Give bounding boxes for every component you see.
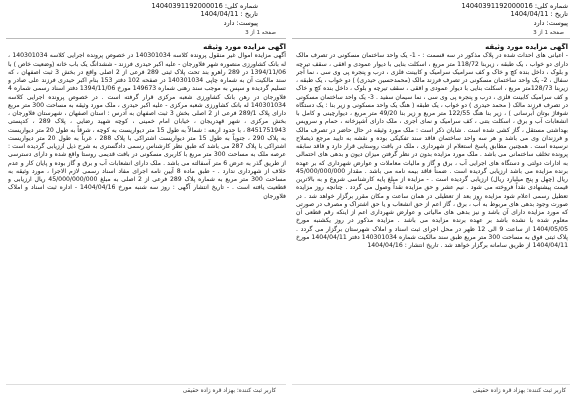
document-attachment: پیوست: دارد (223, 18, 258, 27)
page-label-left: صفحه 1 از 3 (245, 30, 276, 36)
footer-registrar-left: کاربر ثبت کننده: بهزاد قره زاده حقیقی (182, 388, 276, 394)
footer-divider-right (292, 384, 570, 385)
notice-column-left (8, 43, 286, 373)
notice-column-right (296, 43, 568, 373)
footer-divider-left (6, 384, 286, 385)
document-number: شماره کلی: 14040391192000016 (461, 2, 568, 10)
header-divider-left (6, 38, 286, 39)
document-number: شماره کلی: 14040391192000016 (151, 2, 258, 10)
notice-title: آگهی مزایده مورد وثیقه (485, 43, 568, 51)
document-date: تاریخ : 1404/04/11 (510, 10, 568, 19)
header-divider-right (292, 38, 570, 39)
document-attachment: پیوست: دارد (533, 18, 568, 27)
document-meta-left (151, 2, 258, 27)
footer-registrar-right: کاربر ثبت کننده: بهزاد قره زاده حقیقی (472, 388, 566, 394)
notice-body: آگهی مزایده اموال غیر منقول پرونده کلاسه 140301034 در خصوص پرونده اجرایی کلاسه 140301034 ، له بانک کشاورزی منصوره شهر فلاورجان - علیه اکبر حیدری فرزند - ششدانگ یک باب خانه (وضعیت خاص ) با 1394/11/06 در 289 راهرو بند تحت پلاک ثبتی 289 فرعی از 2 اصلی واقع در بخش 3 ثبت اصفهان ، که سند مالکیت آن به شماره چاپی 140301034 در صفحه 102 دفتر 153 بنام اکبر حیدری فرزند علی صادر و تسلیم گردیده و سپس به موجب سند رهنی شماره 149673 مورخ 1394/11/06 دفتر اسناد رسمی شماره 4 فلاورجان در رهن بانک کشاورزی شعبه مرکزی قرار گرفته است . در خصوص پرونده اجرایی کلاسه 140301034 له بانک کشاورزی شعبه مرکزی - علیه اکبر حیدری ، ملک مورد وثیقه به مساحت 300 متر مربع دارای پلاک 289/1 فرعی از 2 اصلی بخش 3 ثبت اصفهان به آدرس : استان اصفهان ، شهرستان فلاورجان ، بخش مرکزی ، شهر قهدریجان ، خیابان امام خمینی ، کوچه شهید رضایی ، پلاک 289 ، کدپستی 8451751943 ، با حدود اربعه : شمالاً به طول 15 متر دیواریست به کوچه ، شرقاً به طول 20 متر دیواریست به پلاک 290 ، جنوباً به طول 15 متر دیواریست اشتراکی با پلاک 288 ، غرباً به طول 20 متر دیواریست اشتراکی با پلاک 287 می باشد که طبق نظر کارشناس رسمی دادگستری به شرح ذیل ارزیابی گردیده است : عرصه ملک به مساحت 300 متر مربع با کاربری مسکونی در بافت قدیمی روستا واقع شده و دارای دسترسی از طریق گذر به عرض 6 متر آسفالته می باشد . ملک دارای انشعابات آب و برق و گاز بوده و پایان کار و عدم خلاف از شهرداری ندارد . - طبق ماده 8 آیین نامه اجرای مفاد اسناد رسمی لازم الاجرا ، مورد وثیقه به مساحت 300 متر مربع به شماره پلاک 289 فرعی از 2 اصلی به مبلغ 45/000/000/000 ریال ارزیابی و قطعیت یافته است . - تاریخ انتشار آگهی : روز سه شنبه مورخ 1404/04/16 - اداره ثبت اسناد و املاک فلاورجان (8, 52, 286, 200)
notice-title: آگهی مزایده مورد وثیقه (203, 43, 286, 51)
document-meta-right (461, 2, 568, 27)
page-label-right: صفحه 1 از 3 (533, 30, 564, 36)
notice-body: - اعیانی های احداث شده در پلاک مذکور در سه قسمت : - 1- یک واحد ساختمان مسکونی در تصرف مالک دارای دو خواب ، یک طبقه ، زیربنا 118/72 متر مربع ، اسکلت بنایی با دیوار عمودی و افقی ، سقف تیرچه و بلوک ، داخل بنده کچ و خاک و کف سرامیک سرامیک و کابینت فلزی ، درب و پنجره پی وی سی ، نما آجر سفال ، 2- یک واحد ساختمان مسکونی در تصرف فرزند مالک (محمدحسین حیدری) ) دو خواب ، یک طبقه ، زیربنا 128/73متر مربع ، اسکلت بنایی با دیوار عمودی و افقی ، سقف تیرچه و بلوک ، داخل بنده کچ و خاک و کف سرامیک کابینت فلزی ، درب و پنجره پی وی سی ، نما سیمان سفید . 3- یک واحد ساختمان مسکونی در تصرف فرزند مالک ( محمد حیدری ) دو خواب ، یک طبقه ( هنگ یک واحد مسکونی و زیر بنا : یک دستگاه شوفاژ بوتان آبرسانی ) ، زیر بنا هنگ 122/55 متر مربع و زیر بنا 49/20 متر مربع ، دیوارچینی و کامل با انشعابات آب و برق ، اسکلت بتنی ، کف سرامیک و نمای آجری ، ملک دارای آشپزخانه ، حمام و سرویس بهداشتی مستقل ، گاز کشی شده است . شایان ذکر است : ملک مورد وثیقه در حال حاضر در تصرف مالک و فرزندان وی می باشد و هر سه واحد ساختمان فاقد سند تفکیکی بوده و نقشه به تایید مرجع ذیصلاح نرسیده است . همچنین مطابق پاسخ استعلام از شهرداری ، ملک در بافت روستایی قرار دارد و فاقد سابقه پرونده تخلف ساختمانی می باشد . ملک مورد مزایده بدون در نظر گرفتن میزان دیون و بدهی های احتمالی به ادارات دولتی و دستگاه های اجرایی آب ، برق و گاز و مالیات معاملات و عوارض شهرداری که بر عهده برنده مزایده می باشد ارزیابی گردیده است . ضمناً فاقد بیمه نامه می باشد . مقدار 45/000/000/000 ریال (چهل و پنج میلیارد ریال) ارزیابی گردیده است . - مزایده از مبلغ پایه کارشناسی شروع و به بالاترین قیمت پیشنهادی نقداً فروخته می شود . نیم عشر و حق مزایده نقداً وصول می گردد . چنانچه روز مزایده تعطیل رسمی اعلام شود مزایده روز بعد از تعطیلی در همان ساعت و مکان مقرر برگزار خواهد شد . در صورت وجود بدهی های مربوط به آب ، برق ، گاز اعم از حق انشعاب و یا حق اشتراک و مصرف در صورتی که مورد مزایده دارای آن باشد و نیز بدهی های مالیاتی و عوارض شهرداری اعم از اینکه رقم قطعی آن معلوم شده یا نشده باشد بر عهده برنده مزایده می باشد . مزایده مذکور در روز یکشنبه مورخ 1404/05/05 از ساعت 9 الی 12 ظهر در محل اجرای ثبت اسناد و املاک شهرستان برگزار می گردد . پلاک ثبتی فوق به مساحت 300 متر مربع طبق سند مالکیت شماره 140301034 دفتر 1404/04/11 مورخ 1404/04/11 از طریق سامانه برگزار خواهد شد . تاریخ انتشار : 1404/04/16 (296, 52, 568, 249)
document-date: تاریخ : 1404/04/11 (200, 10, 258, 19)
